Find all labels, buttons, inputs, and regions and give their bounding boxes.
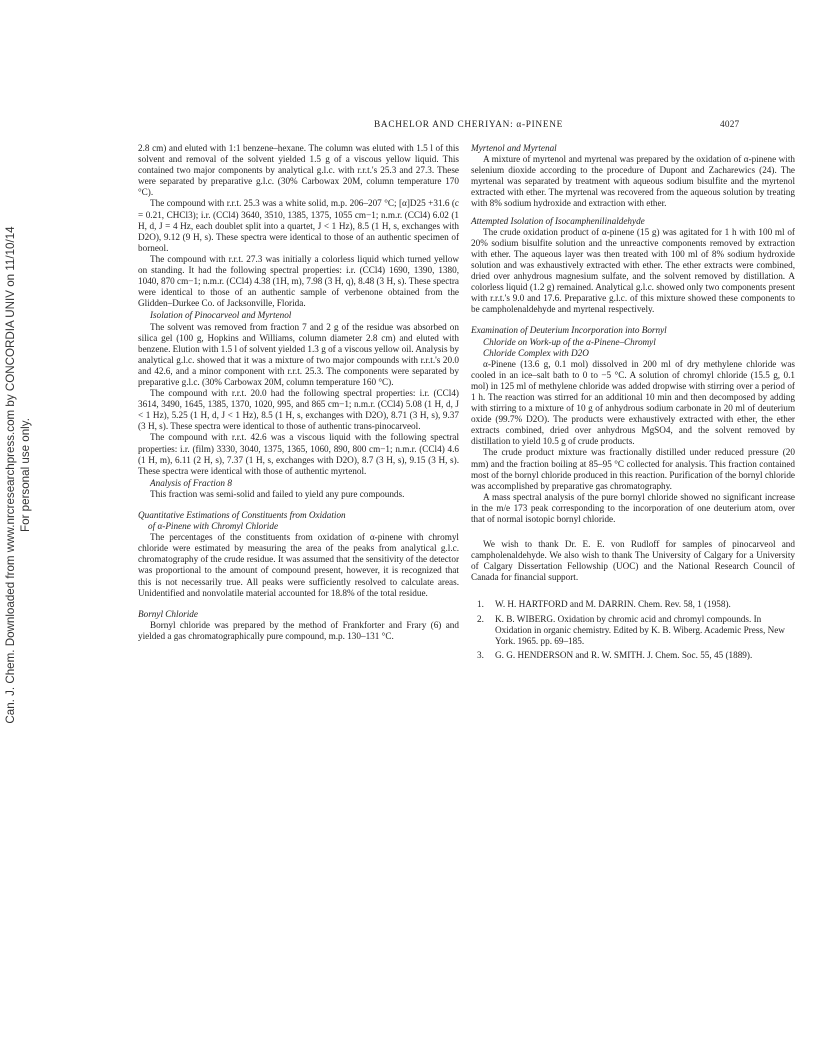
reference-item <box>471 614 795 647</box>
section-heading-cont: Chloride on Work-up of the α-Pinene–Chromyl <box>483 336 656 347</box>
paragraph: The compound with r.r.t. 25.3 was a white solid, m.p. 206–207 °C; [α]D25 +31.6 (c = 0.21, CHCl3); i.r. (CCl4) 3640, 3510, 1385, 1375, 1055 cm−1; n.m.r. (CCl4) 6.02 (1 H, d, J = 4 Hz, each doublet split into a quartet, J < 1 Hz), 8.5 (1 H, s, exchanges with D2O), 9.12 (9 H, s). These spectra were identical to those of an authentic specimen of borneol. <box>138 198 459 253</box>
reference-text: W. H. HARTFORD and M. DARRIN. Chem. Rev. 58, 1 (1958). <box>495 599 731 610</box>
download-watermark <box>3 125 37 825</box>
reference-number: 1. <box>477 599 484 610</box>
section-heading: Myrtenol and Myrtenal <box>471 143 557 153</box>
watermark-line-1: Can. J. Chem. Downloaded from www.nrcresearchpress.com by CONCORDIA UNIV on 11/10/14 <box>4 226 17 724</box>
watermark-line-2: For personal use only. <box>19 418 32 532</box>
paragraph: The compound with r.r.t. 20.0 had the following spectral properties: i.r. (CCl4) 3614, 3490, 1645, 1385, 1370, 1020, 995, and 865 cm−1; n.m.r. (CCl4) 5.08 (1 H, d, J < 1 Hz), 5.25 (1 H, d, J < 1 Hz), 8.5 (1 H, s, exchanges with D2O), 8.71 (3 H, s), 9.37 (3 H, s). These spectra were identical to those of authentic trans-pinocarveol. <box>138 388 459 432</box>
reference-item <box>471 650 795 661</box>
paragraph: The solvent was removed from fraction 7 and 2 g of the residue was absorbed on silica gel (100 g, Hopkins and Williams, column diameter 2.8 cm) and eluted with benzene. Elution with 1.5 l of solvent yielded 1.3 g of a viscous yellow oil. Analysis by analytical g.l.c. showed that it was a mixture of two major compounds with r.r.t.'s 20.0 and 42.6, and a minor component with r.r.t. 25.3. The components were separated by preparative g.l.c. (30% Carbowax 20M, column temperature 160 °C). <box>138 321 460 387</box>
paragraph: Bornyl chloride was prepared by the method of Frankforter and Frary (6) and yielded a gas chromatographically pure compound, m.p. 130–131 °C. <box>138 619 459 641</box>
section-heading: Isolation of Pinocarveol and Myrtenol <box>150 310 292 321</box>
running-header <box>0 120 816 134</box>
reference-number: 3. <box>477 649 484 660</box>
section-heading-cont: of α-Pinene with Chromyl Chloride <box>148 521 279 532</box>
paragraph: The compound with r.r.t. 42.6 was a viscous liquid with the following spectral properties: i.r. (film) 3330, 3040, 1375, 1365, 1060, 890, 800 cm−1; n.m.r. (CCl4) 4.6 (1 H, m), 6.11 (2 H, s), 7.37 (1 H, s, exchanges with D2O), 8.7 (3 H, s), 9.15 (3 H, s). These spectra were identical with those of authentic myrtenol. <box>138 432 459 476</box>
section-heading: Analysis of Fraction 8 <box>150 477 232 488</box>
paragraph: 2.8 cm) and eluted with 1:1 benzene–hexane. The column was eluted with 1.5 l of this solvent and removal of the solvent yielded 1.5 g of a viscous yellow liquid. This contained two major components by analytical g.l.c. with r.r.t.'s 25.3 and 27.3. These were separated by preparative g.l.c. (30% Carbowax 20M, column temperature 170 °C). <box>138 143 459 198</box>
paragraph: The crude oxidation product of α-pinene (15 g) was agitated for 1 h with 100 ml of 20% sodium bisulfite solution and the unreactive components removed by extraction with ether. The aqueous layer was then treated with 100 ml of 8% sodium hydroxide solution and was exhaustively extracted with ether. The ether extracts were combined, dried over anhydrous magnesium sulfate, and the solvent removed by distillation. A colorless liquid (1.2 g) remained. Analytical g.l.c. showed only two components present with r.r.t.'s 9.0 and 17.6. Preparative g.l.c. of this mixture showed these components to be campholenaldehyde and myrtenal respectively. <box>471 226 795 315</box>
section-heading-cont: Chloride Complex with D2O <box>483 347 589 358</box>
paragraph: This fraction was semi-solid and failed to yield any pure compounds. <box>150 488 405 499</box>
paragraph: A mixture of myrtenol and myrtenal was prepared by the oxidation of α-pinene with selenium dioxide according to the procedure of Dupont and Zacharewics (24). The myrtenal was separated by treatment with aqueous sodium bisulfite and the myrtenol extracted with ether. The myrtenal was recovered from the aqueous solution by treating with 8% sodium hydroxide and extraction with ether. <box>471 154 795 209</box>
acknowledgement: We wish to thank Dr. E. E. von Rudloff for samples of pinocarveol and campholenaldehyde. We also wish to thank The University of Calgary for a University of Calgary Dissertation Fellowship (UOC) and the National Research Council of Canada for financial support. <box>471 539 795 583</box>
reference-text: G. G. HENDERSON and R. W. SMITH. J. Chem. Soc. 55, 45 (1889). <box>495 649 753 660</box>
right-column <box>471 143 795 664</box>
paragraph: The crude product mixture was fractionally distilled under reduced pressure (20 mm) and the fraction boiling at 85–95 °C collected for analysis. This fraction contained most of the bornyl chloride produced in this reaction. Purification of the bornyl chloride was accomplished by preparative gas chromatography. <box>471 447 795 491</box>
paragraph: α-Pinene (13.6 g, 0.1 mol) dissolved in 200 ml of dry methylene chloride was cooled in an ice–salt bath to 0 to −5 °C. A solution of chromyl chloride (15.5 g, 0.1 mol) in 125 ml of methylene chloride was added dropwise with stirring over a period of 1 h. The reaction was stirred for an additional 10 min and then decomposed by adding with stirring to a mixture of 10 g of anhydrous sodium carbonate in 20 ml of deuterium oxide (99.7% D2O). The products were exhaustively extracted with ether, the ether extracts combined, dried over anhydrous MgSO4, and the solvent removed by distillation to yield 10.5 g of crude products. <box>471 358 795 447</box>
reference-list <box>471 599 795 660</box>
paragraph: The percentages of the constituents from oxidation of α-pinene with chromyl chloride were estimated by measuring the area of the peaks from analytical g.l.c. chromatography of the crude residue. It was assumed that the sensitivity of the detector was proportional to the amount of compound present, however, it is recognized that this is not necessarily true. All peaks were sufficiently resolved to calculate areas. Unidentified and nonvolatile material accounted for 18.8% of the total residue. <box>138 532 459 598</box>
reference-number: 2. <box>477 613 484 624</box>
section-heading: Attempted Isolation of Isocamphenilinaldehyde <box>471 215 645 226</box>
left-column <box>138 143 459 642</box>
paragraph: A mass spectral analysis of the pure bornyl chloride showed no significant increase in the m/e 173 peak corresponding to the incorporation of one deuterium atom, over that of normal isotopic bornyl chloride. <box>471 491 795 524</box>
section-heading: Examination of Deuterium Incorporation into Bornyl <box>471 325 667 336</box>
section-heading: Quantitative Estimations of Constituents from Oxidation <box>138 510 346 520</box>
section-heading: Bornyl Chloride <box>138 608 198 619</box>
running-title: BACHELOR AND CHERIYAN: α-PINENE <box>374 120 564 130</box>
reference-item <box>471 599 795 610</box>
reference-text: K. B. WIBERG. Oxidation by chromic acid and chromyl compounds. In Oxidation in organic chemistry. Edited by K. B. Wiberg. Academic Press, New York. 1965. pp. 69–185. <box>495 613 785 646</box>
page-number: 4027 <box>720 120 740 130</box>
paragraph: The compound with r.r.t. 27.3 was initially a colorless liquid which turned yellow on standing. It had the following spectral properties: i.r. (CCl4) 1690, 1390, 1380, 1040, 870 cm−1; n.m.r. (CCl4) 4.38 (1H, m), 7.98 (3 H, q), 8.48 (3 H, s). These spectra were identical to those of an authentic sample of verbenone obtained from the Glidden–Durkee Co. of Jacksonville, Florida. <box>138 253 459 309</box>
